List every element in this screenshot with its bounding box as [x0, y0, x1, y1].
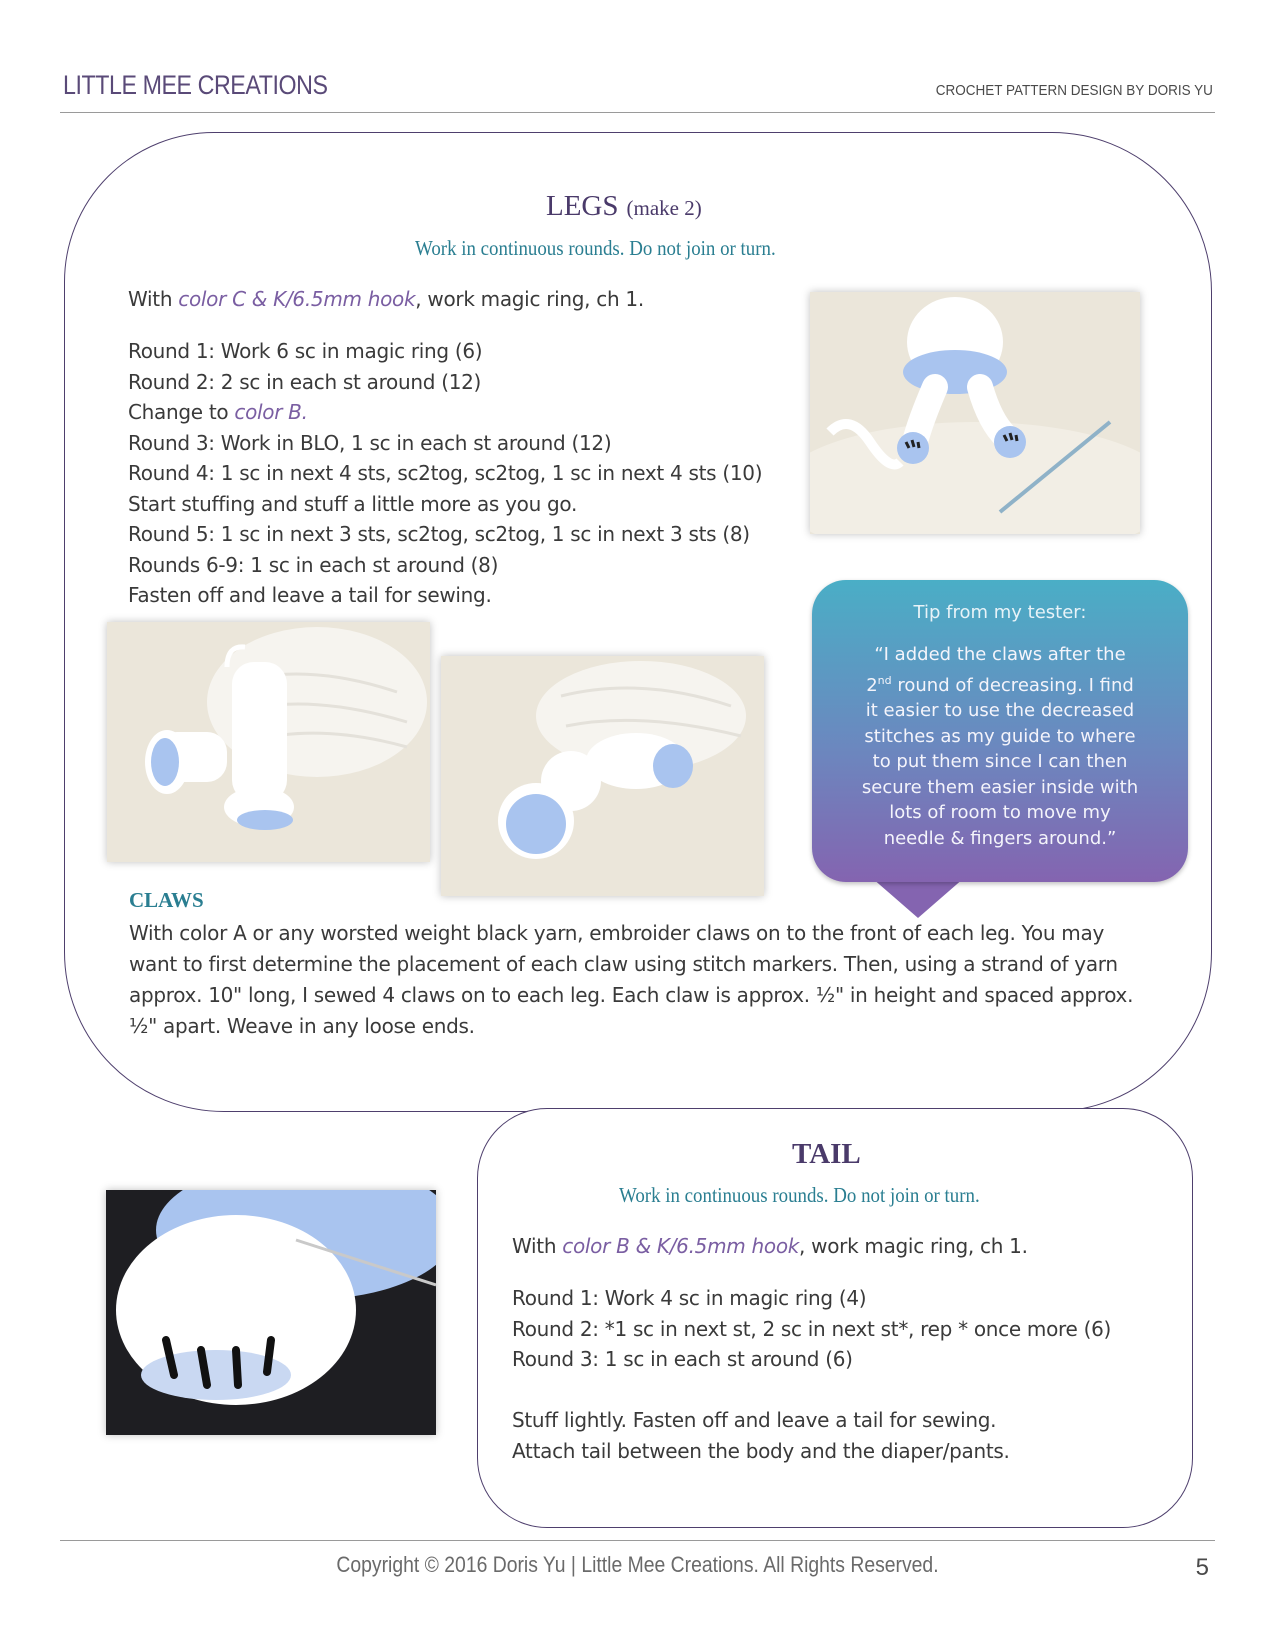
legs-intro-post: , work magic ring, ch 1.	[415, 287, 644, 311]
legs-round-2: Round 2: 2 sc in each st around (12)	[128, 369, 482, 394]
legs-instructions	[128, 336, 762, 611]
page-number: 5	[1195, 1554, 1209, 1581]
tip-line-1: “I added the claws after the	[874, 644, 1126, 665]
tip-line-2-num: 2	[866, 674, 878, 696]
header-credit: CROCHET PATTERN DESIGN BY DORIS YU	[935, 82, 1213, 99]
photo-leg-pieces-2-art	[441, 656, 764, 896]
tail-title: TAIL	[792, 1138, 861, 1170]
tip-line-2-sup: nd	[877, 673, 892, 687]
tail-stuff-note: Stuff lightly. Fasten off and leave a tail for sewing.	[512, 1408, 997, 1432]
tip-heading: Tip from my tester:	[913, 602, 1087, 623]
photo-claws-closeup-art	[106, 1190, 436, 1435]
legs-intro	[128, 287, 644, 311]
photo-leg-pieces-2	[441, 656, 764, 896]
legs-round-1: Round 1: Work 6 sc in magic ring (6)	[128, 339, 483, 363]
tail-subtitle: Work in continuous rounds. Do not join or turn.	[619, 1183, 980, 1207]
header-divider	[60, 112, 1215, 113]
tip-line-8: needle & fingers around.”	[883, 827, 1117, 849]
tip-line-3: it easier to use the decreased	[865, 700, 1135, 721]
legs-change-pre: Change to	[128, 400, 235, 424]
legs-subtitle: Work in continuous rounds. Do not join or turn.	[415, 236, 776, 260]
photo-leg-pieces-1	[107, 622, 430, 862]
legs-title-text: LEGS	[546, 190, 619, 222]
photo-claws-closeup	[106, 1190, 436, 1435]
tail-instructions	[512, 1283, 1111, 1375]
legs-color-change	[128, 397, 762, 428]
legs-round-3: Round 3: Work in BLO, 1 sc in each st around (12)	[128, 430, 612, 455]
legs-title	[546, 190, 702, 223]
legs-round-4: Round 4: 1 sc in next 4 sts, sc2tog, sc2tog, 1 sc in next 4 sts (10)	[128, 461, 763, 485]
legs-intro-pre: With	[128, 287, 179, 311]
tail-round-2: Round 2: *1 sc in next st, 2 sc in next st*, rep * once more (6)	[512, 1316, 1111, 1341]
tip-line-2	[832, 668, 1168, 699]
tip-line-2-rest: round of decreasing. I find	[891, 674, 1134, 696]
legs-fasten-off: Fasten off and leave a tail for sewing.	[128, 583, 492, 607]
legs-intro-color: color C & K/6.5mm hook	[178, 287, 416, 311]
tip-line-7: lots of room to move my	[889, 802, 1111, 823]
legs-title-note: (make 2)	[626, 196, 702, 220]
tail-finishing	[512, 1405, 1010, 1466]
legs-rounds-6-9: Rounds 6-9: 1 sc in each st around (8)	[128, 552, 499, 577]
tail-attach-note: Attach tail between the body and the diaper/pants.	[512, 1438, 1010, 1463]
tester-tip-bubble	[812, 580, 1188, 882]
photo-legs-attached-art	[810, 292, 1140, 534]
legs-stuffing-note: Start stuffing and stuff a little more as you go.	[128, 491, 578, 516]
tail-round-3: Round 3: 1 sc in each st around (6)	[512, 1347, 853, 1371]
tip-line-6: secure them easier inside with	[861, 776, 1139, 798]
footer-copyright: Copyright © 2016 Doris Yu | Little Mee Creations. All Rights Reserved.	[336, 1552, 939, 1577]
tip-bubble-pointer	[872, 878, 964, 918]
tip-body	[832, 642, 1168, 851]
legs-change-color: color B.	[234, 400, 308, 424]
claws-body: With color A or any worsted weight black yarn, embroider claws on to the front of each leg. You may want to first determine the placement of each claw using stitch markers. Then, using a strand of yarn approx. 10" long, I sewed 4 claws on to each leg. Each claw is approx. ½" in height and spaced approx. ½" apart. Weave in any loose ends.	[129, 921, 1134, 1038]
tip-line-5: to put them since I can then	[872, 751, 1128, 772]
tip-line-4: stitches as my guide to where	[864, 725, 1136, 747]
header-brand: LITTLE MEE CREATIONS	[63, 70, 328, 100]
photo-leg-pieces-1-art	[107, 622, 430, 862]
legs-round-5: Round 5: 1 sc in next 3 sts, sc2tog, sc2tog, 1 sc in next 3 sts (8)	[128, 522, 750, 546]
tail-intro-pre: With	[512, 1234, 563, 1258]
footer-divider	[60, 1540, 1215, 1541]
claws-title: CLAWS	[129, 888, 204, 912]
tail-intro	[512, 1234, 1028, 1258]
tail-round-1: Round 1: Work 4 sc in magic ring (4)	[512, 1286, 867, 1310]
photo-legs-attached	[810, 292, 1140, 534]
tail-intro-color: color B & K/6.5mm hook	[562, 1234, 800, 1258]
tail-intro-post: , work magic ring, ch 1.	[799, 1234, 1028, 1258]
